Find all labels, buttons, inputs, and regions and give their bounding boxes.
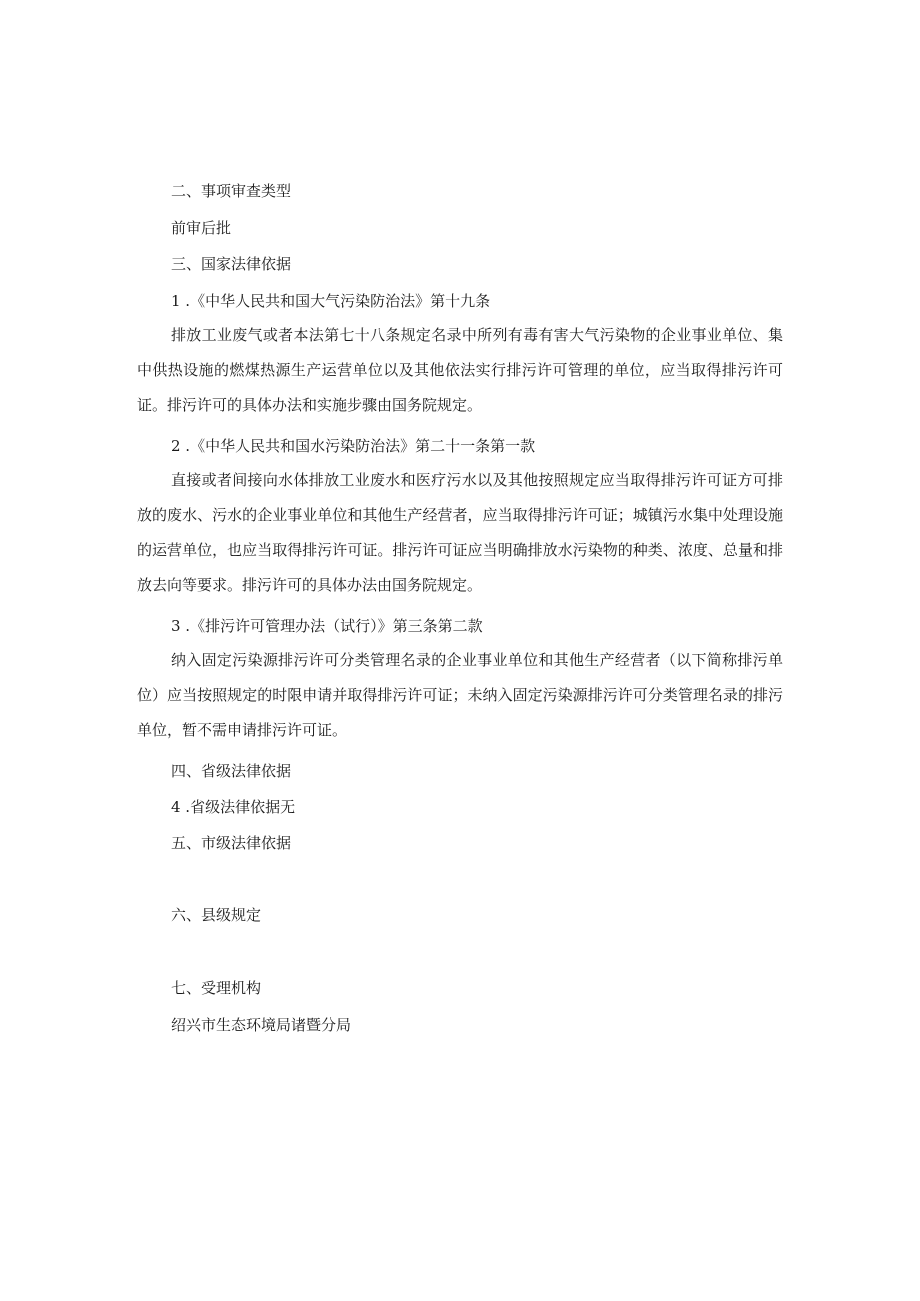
review-type-value: 前审后批 xyxy=(171,219,232,237)
section-heading-provincial-law: 四、省级法律依据 xyxy=(171,762,292,780)
section-heading-county-rules: 六、县级规定 xyxy=(171,906,262,924)
section-heading-national-law: 三、国家法律依据 xyxy=(171,255,292,273)
law-text-water-pollution: 直接或者间接向水体排放工业废水和医疗污水以及其他按照规定应当取得排污许可证方可排放的废水、污水的企业事业单位和其他生产经营者，应当取得排污许可证；城镇污水集中处理设施的运营单位，也应当取得排污许可证。排污许可证应当明确排放水污染物的种类、浓度、总量和排放去向等要求。排污许可的具体办法由国务院规定。 xyxy=(137,471,783,594)
section-heading-accepting-agency: 七、受理机构 xyxy=(171,979,262,997)
law-title-water-pollution: 2 .《中华人民共和国水污染防治法》第二十一条第一款 xyxy=(171,437,536,455)
law-text-permit-management: 纳入固定污染源排污许可分类管理名录的企业事业单位和其他生产经营者（以下简称排污单位）应当按照规定的时限申请并取得排污许可证；未纳入固定污染源排污许可分类管理名录的排污单位，暂不需申请排污许可证。 xyxy=(137,651,783,739)
accepting-agency-value: 绍兴市生态环境局诸暨分局 xyxy=(171,1016,352,1034)
section-heading-review-type: 二、事项审查类型 xyxy=(171,182,292,200)
law-title-air-pollution: 1 .《中华人民共和国大气污染防治法》第十九条 xyxy=(171,292,491,310)
law-text-air-pollution: 排放工业废气或者本法第七十八条规定名录中所列有毒有害大气污染物的企业事业单位、集中供热设施的燃煤热源生产运营单位以及其他依法实行排污许可管理的单位，应当取得排污许可证。排污许可的具体办法和实施步骤由国务院规定。 xyxy=(137,326,783,414)
law-title-permit-management: 3 .《排污许可管理办法（试行）》第三条第二款 xyxy=(171,617,483,635)
section-heading-municipal-law: 五、市级法律依据 xyxy=(171,834,292,852)
provincial-law-item: 4 .省级法律依据无 xyxy=(171,798,296,816)
